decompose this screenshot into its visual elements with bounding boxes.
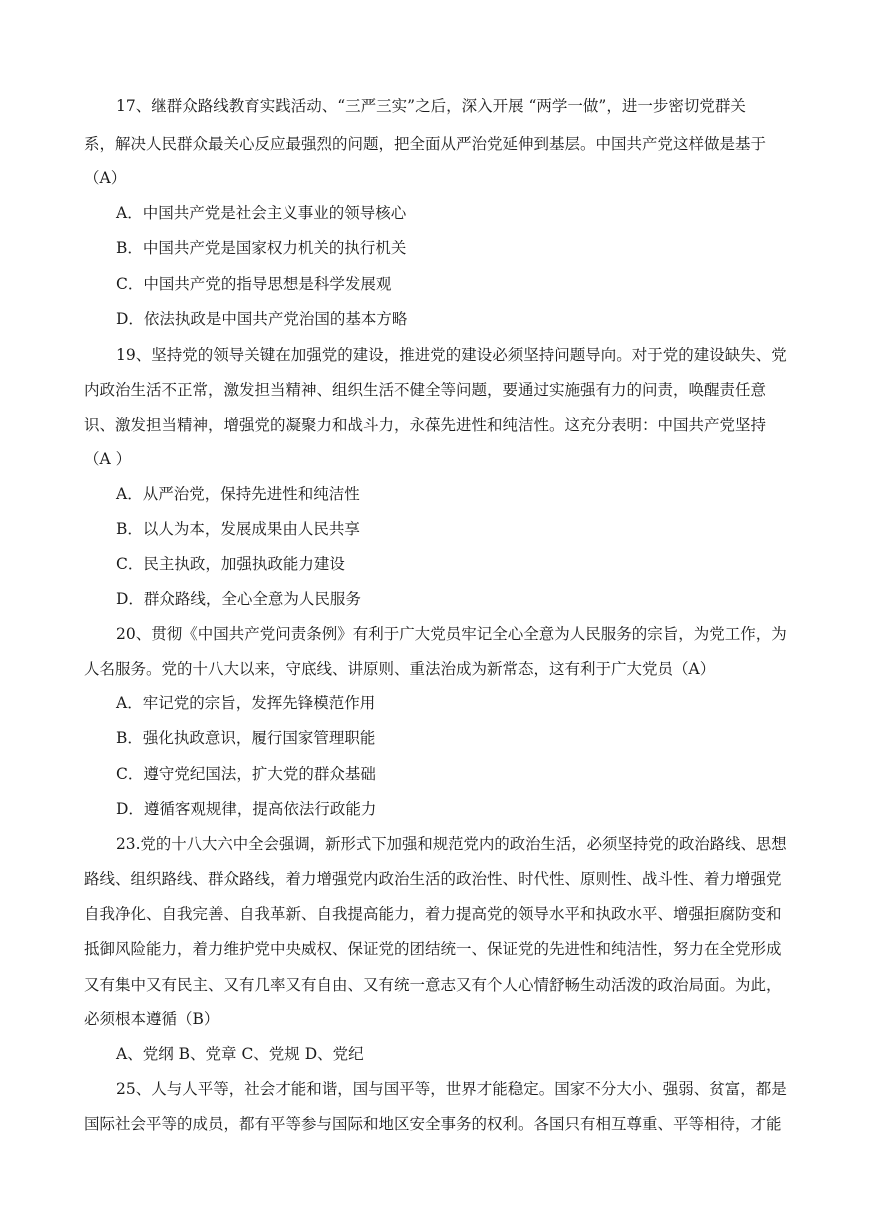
question-19-option-a: A．从严治党，保持先进性和纯洁性	[116, 485, 360, 503]
question-19-option-b: B．以人为本，发展成果由人民共享	[116, 520, 360, 538]
question-17-line-2: 系，解决人民群众最关心反应最强烈的问题，把全面从严治党延伸到基层。中国共产党这样做是基于	[84, 135, 767, 153]
question-17-answer: （A）	[84, 169, 127, 187]
question-23-line-2: 路线、组织路线、群众路线，着力增强党内政治生活的政治性、时代性、原则性、战斗性、着力增强党	[84, 870, 782, 888]
question-17-option-d: D．依法执政是中国共产党治国的基本方略	[116, 310, 408, 328]
question-23-line-1: 23.党的十八大六中全会强调，新形式下加强和规范党内的政治生活，必须坚持党的政治路线、思想	[116, 835, 787, 853]
question-23-line-4: 抵御风险能力，着力维护党中央威权、保证党的团结统一、保证党的先进性和纯洁性，努力在全党形成	[84, 940, 782, 958]
question-17-line-1: 17、继群众路线教育实践活动、“三严三实”之后，深入开展 “两学一做”，进一步密切党群关	[116, 97, 746, 115]
question-23-line-5: 又有集中又有民主、又有几率又有自由、又有统一意志又有个人心情舒畅生动活泼的政治局面。为此，	[84, 976, 782, 994]
question-25-line-2: 国际社会平等的成员，都有平等参与国际和地区安全事务的权利。各国只有相互尊重、平等相待，才能	[84, 1115, 782, 1133]
question-19-line-3: 识、激发担当精神，增强党的凝聚力和战斗力，永葆先进性和纯洁性。这充分表明：中国共产党坚持	[84, 416, 767, 434]
question-19-line-1: 19、坚持党的领导关键在加强党的建设，推进党的建设必须坚持问题导向。对于党的建设缺失、党	[116, 346, 787, 364]
question-25-line-1: 25、人与人平等，社会才能和谐，国与国平等，世界才能稳定。国家不分大小、强弱、贫富，都是	[116, 1080, 787, 1098]
question-20-line-2: 人名服务。党的十八大以来，守底线、讲原则、重法治成为新常态，这有利于广大党员（A）	[84, 660, 716, 678]
question-19-line-2: 内政治生活不正常，激发担当精神、组织生活不健全等问题，要通过实施强有力的问责，唤醒责任意	[84, 381, 767, 399]
question-19-option-d: D．群众路线，全心全意为人民服务	[116, 590, 361, 608]
question-23-line-3: 自我净化、自我完善、自我革新、自我提高能力，着力提高党的领导水平和执政水平、增强拒腐防变和	[84, 905, 782, 923]
question-23-options: A、党纲 B、党章 C、党规 D、党纪	[116, 1045, 364, 1063]
question-20-option-d: D．遵循客观规律，提高依法行政能力	[116, 800, 377, 818]
question-23-answer: 必须根本遵循（B）	[84, 1010, 220, 1028]
question-17-option-c: C．中国共产党的指导思想是科学发展观	[116, 275, 392, 293]
question-19-option-c: C．民主执政，加强执政能力建设	[116, 555, 345, 573]
question-20-option-a: A．牢记党的宗旨，发挥先锋模范作用	[116, 694, 376, 712]
question-19-answer: （A ）	[84, 450, 132, 468]
question-20-option-b: B．强化执政意识，履行国家管理职能	[116, 729, 376, 747]
question-17-option-b: B．中国共产党是国家权力机关的执行机关	[116, 239, 407, 257]
question-17-option-a: A．中国共产党是社会主义事业的领导核心	[116, 204, 407, 222]
question-20-option-c: C．遵守党纪国法，扩大党的群众基础	[116, 765, 376, 783]
question-20-line-1: 20、贯彻《中国共产党问责条例》有利于广大党员牢记全心全意为人民服务的宗旨，为党工作，为	[116, 625, 787, 643]
